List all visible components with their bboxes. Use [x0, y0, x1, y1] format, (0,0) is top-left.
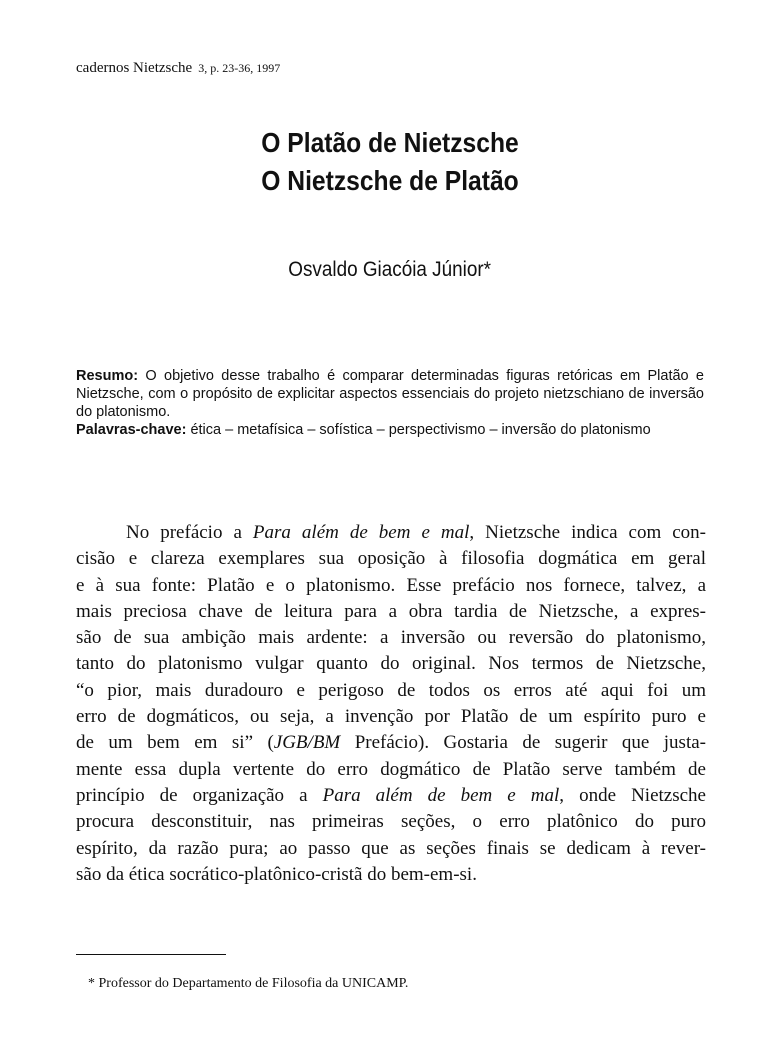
author-text: Osvaldo Giacóia Júnior* — [288, 258, 492, 281]
author-name — [0, 258, 780, 282]
title-line-2: O Nietzsche de Platão — [261, 165, 519, 196]
running-head — [76, 60, 280, 77]
body-line: tanto do platonismo vulgar quanto do original. Nos termos de Nietzsche, — [76, 653, 706, 675]
book-title-italic: Para além de bem e mal — [252, 522, 470, 543]
footnote: * Professor do Departamento de Filosofia da UNICAMP. — [88, 976, 409, 991]
title-line-1: O Platão de Nietzsche — [261, 127, 519, 158]
body-line: princípio de organização a Para além de bem e mal, onde Nietzsche — [76, 784, 706, 806]
abstract-keywords — [76, 421, 704, 439]
body-line: espírito, da razão pura; ao passo que as seções finais se dedicam à rever- — [76, 837, 706, 859]
body-line: procura desconstituir, nas primeiras seções, o erro platônico do puro — [76, 811, 706, 833]
body-line: erro de dogmáticos, ou seja, a invenção por Platão de um espírito puro e — [76, 706, 706, 728]
journal-citation: 3, p. 23-36, 1997 — [198, 61, 281, 75]
footnote-divider — [76, 954, 226, 955]
article-title — [0, 124, 780, 200]
journal-name: cadernos Nietzsche — [76, 60, 193, 76]
body-paragraph — [76, 520, 706, 888]
abstract-resumo — [76, 367, 704, 421]
body-line: cisão e clareza exemplares sua oposição à filosofia dogmática em geral — [76, 548, 706, 570]
body-line: e à sua fonte: Platão e o platonismo. Esse prefácio nos fornece, talvez, a — [76, 574, 706, 596]
body-line: são de sua ambição mais ardente: a inversão ou reversão do platonismo, — [76, 627, 706, 649]
resumo-label: Resumo: — [76, 368, 139, 384]
body-line: mais preciosa chave de leitura para a obra tardia de Nietzsche, a expres- — [76, 600, 706, 622]
abbreviation-italic: JGB/BM — [273, 732, 341, 754]
body-line: “o pior, mais duradouro e perigoso de todos os erros até aqui foi um — [76, 679, 706, 701]
body-line: mente essa dupla vertente do erro dogmático de Platão serve também de — [76, 758, 706, 780]
book-title-italic: Para além de bem e mal — [322, 784, 560, 806]
abstract — [76, 367, 704, 439]
keywords-text: ética – metafísica – sofística – perspectivismo – inversão do platonismo — [190, 422, 651, 438]
resumo-text: O objetivo desse trabalho é comparar determinadas figuras retóricas em Platão e Nietzsche, com o propósito de explicitar aspectos essenciais do projeto nietzschiano de inversão do platonismo. — [76, 368, 704, 420]
keywords-label: Palavras-chave: — [76, 422, 187, 438]
body-line: No prefácio a Para além de bem e mal, Nietzsche indica com con- — [126, 522, 706, 543]
body-line: de um bem em si” (JGB/BM Prefácio). Gostaria de sugerir que justa- — [76, 732, 706, 754]
body-line: são da ética socrático-platônico-cristã do bem-em-si. — [76, 863, 477, 885]
